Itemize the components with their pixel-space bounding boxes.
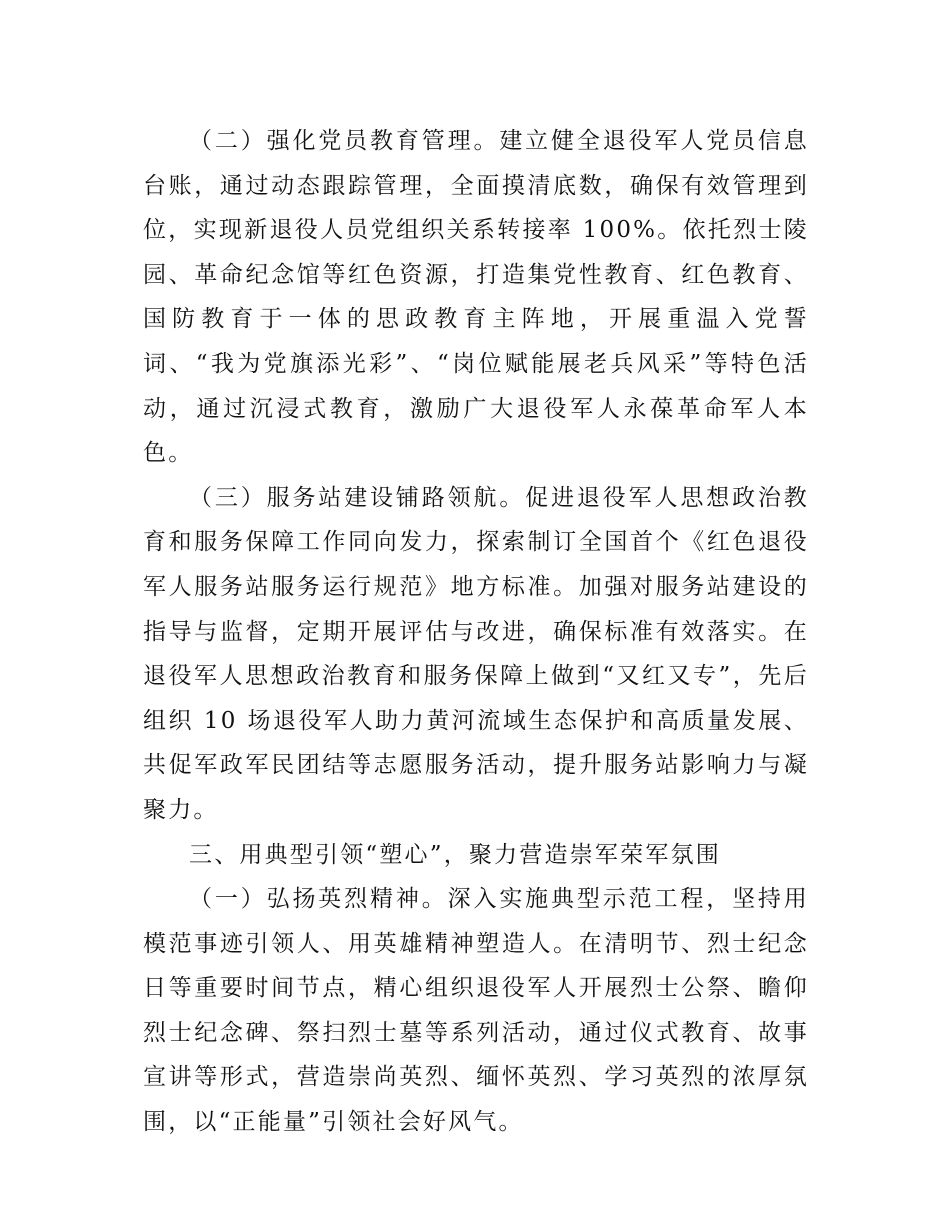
document-body bbox=[143, 119, 809, 1145]
paragraph-party-member-education: （二）强化党员教育管理。建立健全退役军人党员信息台账，通过动态跟踪管理，全面摸清底数，确保有效管理到位，实现新退役人员党组织关系转接率 100%。依托烈士陵园、革命纪念馆等红色资源，打造集党性教育、红色教育、国防教育于一体的思政教育主阵地，开展重温入党誓词、“我为党旗添光彩”、“岗位赋能展老兵风采”等特色活动，通过沉浸式教育，激励广大退役军人永葆革命军人本色。 bbox=[143, 128, 809, 467]
paragraph-promote-martyr-spirit: （一）弘扬英烈精神。深入实施典型示范工程，坚持用模范事迹引领人、用英雄精神塑造人。在清明节、烈士纪念日等重要时间节点，精心组织退役军人开展烈士公祭、瞻仰烈士纪念碑、祭扫烈士墓等系列活动，通过仪式教育、故事宣讲等形式，营造崇尚英烈、缅怀英烈、学习英烈的浓厚氛围，以“正能量”引领社会好风气。 bbox=[143, 886, 809, 1136]
paragraph-service-station-building: （三）服务站建设铺路领航。促进退役军人思想政治教育和服务保障工作同向发力，探索制订全国首个《红色退役军人服务站服务运行规范》地方标准。加强对服务站建设的指导与监督，定期开展评估与改进，确保标准有效落实。在退役军人思想政治教育和服务保障上做到“又红又专”，先后组织 10 场退役军人助力黄河流域生态保护和高质量发展、共促军政军民团结等志愿服务活动，提升服务站影响力与凝聚力。 bbox=[143, 484, 809, 823]
section-heading-role-models: 三、用典型引领“塑心”，聚力营造崇军荣军氛围 bbox=[189, 841, 721, 868]
